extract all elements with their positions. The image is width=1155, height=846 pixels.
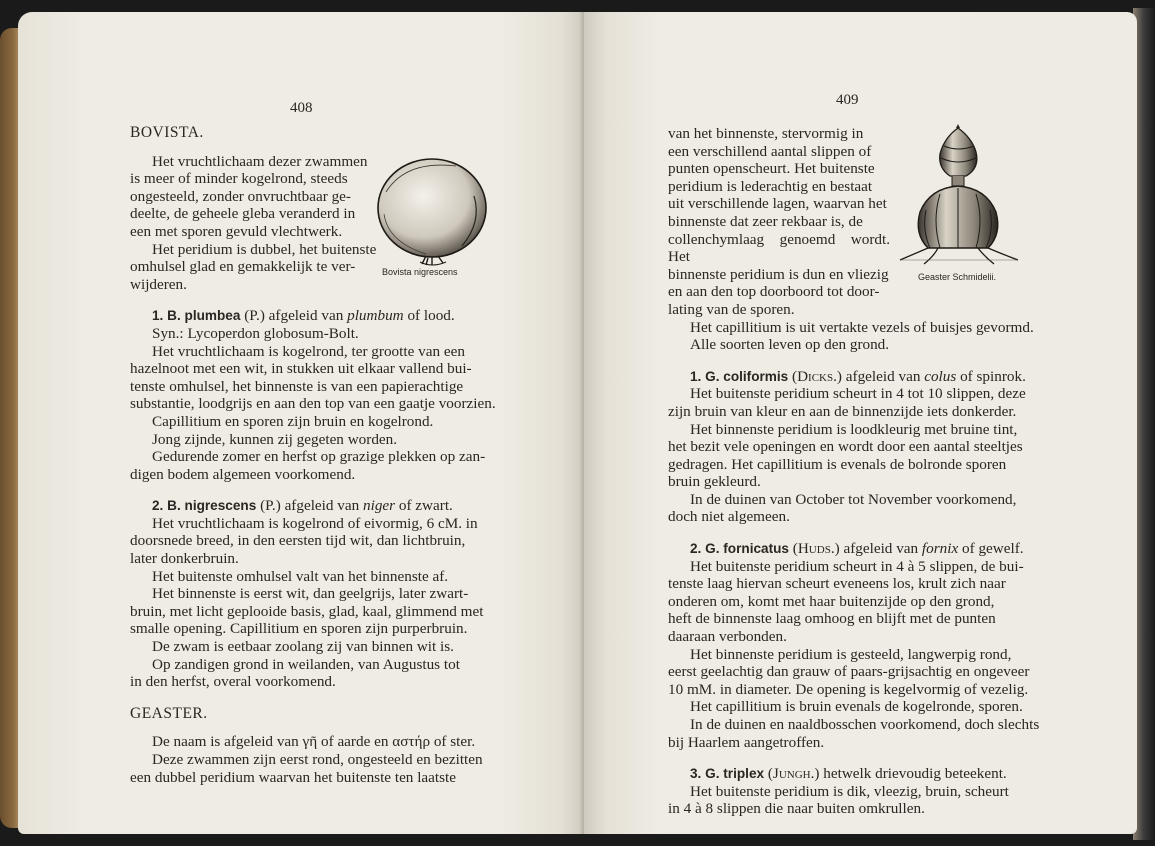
- text-line: in 4 à 8 slippen die naar buiten omkrullen.: [668, 800, 925, 818]
- text-line: het bezit vele openingen en wordt door een aantal steeltjes: [668, 438, 1023, 456]
- text-line: van het binnenste, stervormig in: [668, 125, 864, 142]
- text-line: hazelnoot met een wit, in stukken uit elkaar vallend bui-: [130, 360, 472, 378]
- species-number: 3.: [690, 766, 702, 782]
- bovista-illustration: [366, 152, 496, 272]
- species-etymology-end: of lood.: [403, 307, 455, 325]
- species-name: G. triplex: [705, 766, 765, 782]
- section-title-geaster: GEASTER.: [130, 704, 208, 722]
- text-line: een dubbel peridium waarvan het buitenste ten laatste: [130, 768, 456, 786]
- text-line: De zwam is eetbaar zoolang zij van binnen wit is.: [152, 638, 454, 656]
- species-etymology: afgeleid van: [839, 540, 922, 558]
- text-line: bij Haarlem aangetroffen.: [668, 733, 825, 751]
- text-line: Het buitenste peridium scheurt in 4 à 5 slippen, de bui-: [690, 557, 1024, 575]
- text-line: Het capillitium is uit vertakte vezels of buisjes gevormd.: [690, 318, 1034, 336]
- text-line: In de duinen en naaldbosschen voorkomend, doch slechts: [690, 716, 1040, 733]
- text-line: tenste omhulsel, het binnenste is van een papierachtige: [130, 377, 464, 395]
- text-line: Deze zwammen zijn eerst rond, ongesteeld en bezitten: [152, 751, 483, 768]
- text-line: Het binnenste peridium is gesteeld, langwerpig rond,: [690, 645, 1012, 663]
- species-heading: [130, 307, 515, 325]
- text-line: binnenste dat zeer rekbaar is, de: [668, 212, 863, 230]
- text-line: digen bodem algemeen voorkomend.: [130, 465, 356, 483]
- latin-word: colus: [924, 367, 957, 385]
- species-etymology-end: of spinrok.: [956, 367, 1026, 385]
- section-title-bovista: BOVISTA.: [130, 124, 204, 141]
- text-line: lating van de sporen.: [668, 300, 795, 318]
- geaster-illustration: [894, 124, 1024, 274]
- text-line: onderen om, komt met haar buitenzijde op den grond,: [668, 592, 995, 610]
- species-number: 2.: [152, 498, 164, 514]
- species-heading: 3. G. triplex (Jungh.) hetwelk drievoudig beteekent.: [690, 765, 1007, 783]
- text-line: punten openscheurt. Het buitenste: [668, 160, 875, 178]
- species-etymology: (P.) afgeleid van: [240, 307, 348, 325]
- text-line: een verschillend aantal slippen of: [668, 142, 872, 160]
- species-author: Huds.: [797, 540, 835, 558]
- text-line: Het binnenste is eerst wit, dan geelgrijs, later zwart-: [152, 585, 469, 603]
- bovista-intro: [130, 153, 388, 294]
- text-line: later donkerbruin.: [130, 550, 239, 568]
- text-line: gedragen. Het capillitium is evenals de bolronde sporen: [668, 455, 1007, 473]
- text-line: en aan den top doorboord tot door-: [668, 283, 880, 301]
- latin-word: fornix: [921, 540, 959, 558]
- text-line: Het buitenste peridium scheurt in 4 tot 10 slippen, deze: [690, 385, 1026, 403]
- text-line: doorsnede breed, in den eersten tijd wit, dan lichtbruin,: [130, 532, 466, 550]
- species-number: 1.: [690, 368, 702, 384]
- species-heading: 1. G. coliformis (Dicks.) afgeleid van colus of spinrok.: [690, 367, 1026, 385]
- text-line: bruin gekleurd.: [668, 473, 761, 491]
- left-page: [18, 12, 584, 834]
- species-author: Jungh.: [772, 765, 815, 783]
- text-line: Syn.: Lycoperdon globosum-Bolt.: [152, 324, 359, 342]
- species-name: B. nigrescens: [167, 498, 257, 514]
- text-line: is meer of minder kogelrond, steeds: [130, 170, 348, 188]
- text-line: Capillitium en sporen zijn bruin en kogelrond.: [152, 412, 434, 430]
- text-line: 10 mM. in diameter. De opening is kegelvormig of vezelig.: [668, 680, 1029, 698]
- text-line: omhulsel glad en gemakkelijk te ver-: [130, 258, 356, 276]
- text-line: collenchymlaag genoemd wordt. Het: [668, 230, 890, 266]
- species-name: G. fornicatus: [705, 541, 789, 557]
- text-line: peridium is lederachtig en bestaat: [668, 177, 873, 195]
- text-line: Op zandigen grond in weilanden, van Augustus tot: [152, 655, 460, 673]
- text-line: een met sporen gevuld vlechtwerk.: [130, 222, 343, 240]
- text-line: smalle opening. Capillitium en sporen zijn purperbruin.: [130, 620, 468, 638]
- figure-caption: Bovista nigrescens: [382, 267, 458, 277]
- text-line: Gedurende zomer en herfst op grazige plekken op zan-: [152, 448, 486, 466]
- species-name: G. coliformis: [705, 368, 789, 384]
- text-line: ongesteeld, zonder onvruchtbaar ge-: [130, 187, 351, 205]
- text-line: substantie, loodgrijs en aan den top van een gaatje voorzien.: [130, 395, 496, 413]
- text-line: Jong zijnde, kunnen zij gegeten worden.: [152, 430, 398, 448]
- text-line: wijderen.: [130, 275, 187, 293]
- text-line: eerst geelachtig dan grauw of paars-grijsachtig en ongeveer: [668, 663, 1030, 681]
- text-line: tenste laag hiervan scheurt eveneens los, krult zich naar: [668, 575, 1006, 593]
- text-line: binnenste peridium is dun en vliezig: [668, 265, 889, 283]
- text-line: Het peridium is dubbel, het buitenste: [152, 240, 377, 258]
- text-line: daaraan verbonden.: [668, 628, 787, 646]
- text-line: in den herfst, overal voorkomend.: [130, 673, 336, 691]
- text-line: uit verschillende lagen, waarvan het: [668, 195, 887, 213]
- text-line: Het buitenste omhulsel valt van het binnenste af.: [152, 567, 449, 585]
- species-author: Dicks.: [797, 367, 837, 385]
- geaster-intro: [668, 125, 890, 319]
- species-etymology-end: of gewelf.: [958, 540, 1024, 558]
- text-line: In de duinen van October tot November voorkomend,: [690, 490, 1017, 508]
- text-line: Het vruchtlichaam is kogelrond of eivormig, 6 cM. in: [152, 514, 478, 532]
- species-number: 1.: [152, 308, 164, 324]
- text-line: Het vruchtlichaam dezer zwammen: [152, 152, 368, 170]
- latin-word: plumbum: [347, 307, 404, 325]
- text-line: deelte, de geheele gleba veranderd in: [130, 205, 356, 223]
- species-etymology: hetwelk drievoudig beteekent.: [819, 765, 1007, 783]
- page-number: 408: [290, 100, 313, 116]
- species-etymology: afgeleid van: [841, 367, 925, 385]
- species-name: B. plumbea: [167, 308, 241, 324]
- species-heading: 2. G. fornicatus (Huds.) afgeleid van fornix of gewelf.: [690, 540, 1024, 558]
- latin-word: niger: [363, 497, 396, 515]
- species-etymology-end: of zwart.: [395, 497, 453, 515]
- text-line: Het capillitium is bruin evenals de kogelronde, sporen.: [690, 698, 1023, 716]
- text-line: De naam is afgeleid van γῆ of aarde en αστήρ of ster.: [152, 733, 476, 751]
- species-heading: [130, 497, 515, 515]
- text-line: Het binnenste peridium is loodkleurig met bruine tint,: [690, 420, 1018, 438]
- text-line: Alle soorten leven op den grond.: [690, 336, 890, 354]
- species-etymology: (P.) afgeleid van: [256, 497, 363, 515]
- species-number: 2.: [690, 541, 702, 557]
- text-line: Het buitenste peridium is dik, vleezig, bruin, scheurt: [690, 782, 1009, 800]
- page-number: 409: [836, 92, 859, 108]
- text-line: doch niet algemeen.: [668, 508, 790, 526]
- text-line: heft de binnenste laag omhoog en blijft met de punten: [668, 610, 996, 628]
- figure-caption: Geaster Schmidelii.: [918, 272, 997, 282]
- right-page: [584, 12, 1137, 834]
- text-line: bruin, met licht geplooide basis, glad, kaal, glimmend met: [130, 602, 484, 620]
- text-line: Het vruchtlichaam is kogelrond, ter grootte van een: [152, 342, 465, 360]
- text-line: zijn bruin van kleur en aan de binnenzijde iets donkerder.: [668, 402, 1017, 420]
